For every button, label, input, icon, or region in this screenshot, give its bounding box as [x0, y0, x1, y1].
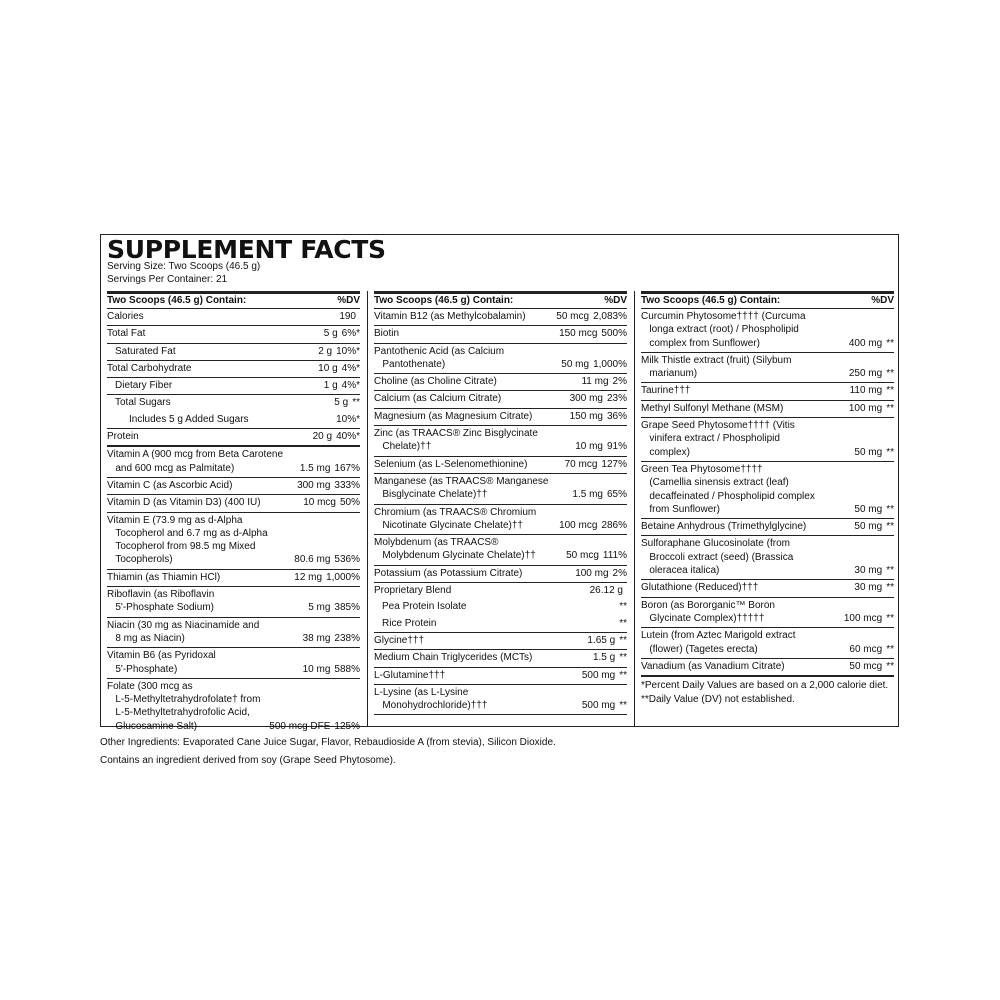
- nutrient-amount: 30 mg: [854, 582, 883, 594]
- nutrient-row: [641, 401, 894, 418]
- nutrient-name: Medium Chain Triglycerides (MCTs): [374, 652, 533, 664]
- nutrient-amount: 26.12 g: [589, 585, 623, 597]
- nutrient-amount: 5 g: [323, 328, 338, 340]
- nutrient-row: [641, 580, 894, 597]
- footnote-dv-not-established: **Daily Value (DV) not established.: [641, 694, 795, 706]
- nutrient-name: Vitamin B6 (as Pyridoxal 5'-Phosphate): [107, 650, 216, 675]
- nutrient-amount: 10 mg: [575, 441, 603, 453]
- nutrient-row: [107, 648, 360, 679]
- nutrient-amount: 1 g: [323, 380, 338, 392]
- nutrient-name: Taurine†††: [641, 385, 691, 397]
- nutrient-amount: 500 mg: [581, 700, 616, 712]
- nutrient-row: [374, 535, 627, 566]
- nutrient-name: Chromium (as TRAACS® Chromium Nicotinate Glycinate Chelate)††: [374, 506, 537, 531]
- nutrient-name: Curcumin Phytosome†††† (Curcuma longa extract (root) / Phospholipid complex from Sunflower): [641, 311, 806, 349]
- nutrient-row: [374, 668, 627, 685]
- nutrient-row: [374, 344, 627, 375]
- servings-per-container: Servings Per Container: 21: [107, 274, 228, 285]
- nutrient-amount: 10 mcg: [303, 497, 336, 509]
- nutrient-row: [374, 474, 627, 505]
- column-3: [641, 291, 894, 706]
- nutrient-amount: 12 mg: [294, 571, 323, 583]
- nutrient-row: [374, 505, 627, 536]
- nutrient-amount: 100 mg: [575, 567, 609, 579]
- nutrient-row: [107, 447, 360, 478]
- nutrient-name: Proprietary Blend: [374, 585, 452, 597]
- nutrient-dv: **: [352, 397, 360, 409]
- nutrient-dv: 91%: [606, 441, 627, 453]
- nutrient-name: Protein: [107, 431, 139, 443]
- nutrient-dv: **: [886, 446, 894, 458]
- column-2: [374, 291, 627, 715]
- nutrient-row: [107, 326, 360, 343]
- nutrient-row: [641, 598, 894, 629]
- nutrient-row: [374, 685, 627, 716]
- nutrient-dv: 127%: [601, 458, 627, 470]
- nutrient-row: [374, 566, 627, 583]
- nutrient-row: [107, 412, 360, 429]
- nutrient-row: [107, 395, 360, 411]
- nutrient-row: [374, 426, 627, 457]
- nutrient-amount: 400 mg: [848, 337, 883, 349]
- column-header: Two Scoops (46.5 g) Contain: %DV: [374, 291, 627, 309]
- nutrient-dv: 588%: [334, 663, 360, 675]
- nutrient-row: [107, 570, 360, 587]
- nutrient-name: Grape Seed Phytosome†††† (Vitis vinifera extract / Phospholipid complex): [641, 420, 795, 458]
- nutrient-row: [641, 659, 894, 677]
- nutrient-amount: 500 mcg DFE: [269, 720, 331, 732]
- nutrient-name: Saturated Fat: [115, 345, 176, 357]
- nutrient-dv: **: [886, 503, 894, 515]
- nutrient-dv: 40%*: [336, 431, 360, 443]
- nutrient-name: Choline (as Choline Citrate): [374, 376, 497, 388]
- nutrient-dv: 1,000%: [593, 358, 627, 370]
- nutrient-name: Rice Protein: [382, 617, 437, 629]
- nutrient-amount: 1.5 mg: [299, 462, 331, 474]
- nutrient-amount: 80.6 mg: [294, 554, 331, 566]
- nutrient-name: Riboflavin (as Riboflavin 5'-Phosphate Sodium): [107, 589, 215, 614]
- nutrient-amount: 150 mg: [569, 410, 603, 422]
- nutrient-dv: 536%: [334, 554, 360, 566]
- panel-title: SUPPLEMENT FACTS: [107, 235, 386, 264]
- nutrient-dv: **: [886, 643, 894, 655]
- nutrient-amount: 50 mg: [854, 521, 883, 533]
- soy-note: Contains an ingredient derived from soy (Grape Seed Phytosome).: [100, 755, 396, 766]
- column-header: Two Scoops (46.5 g) Contain: %DV: [641, 291, 894, 309]
- nutrient-dv: **: [886, 337, 894, 349]
- nutrient-name: Milk Thistle extract (fruit) (Silybum marianum): [641, 354, 792, 380]
- column-1: [107, 291, 360, 735]
- nutrient-amount: 100 mcg: [843, 612, 883, 624]
- nutrient-name: Dietary Fiber: [115, 380, 173, 392]
- nutrient-amount: 100 mcg: [559, 519, 598, 531]
- nutrient-name: Molybdenum (as TRAACS® Molybdenum Glycinate Chelate)††: [374, 537, 536, 562]
- nutrient-row: [374, 309, 627, 326]
- nutrient-dv: 10%*: [336, 413, 360, 425]
- nutrient-name: Total Fat: [107, 328, 146, 340]
- nutrient-dv: **: [886, 385, 894, 397]
- nutrient-amount: 30 mg: [854, 565, 883, 577]
- nutrient-amount: 50 mcg: [556, 311, 590, 322]
- nutrient-dv: 2,083%: [593, 311, 627, 322]
- nutrient-name: Vitamin D (as Vitamin D3) (400 IU): [107, 497, 261, 509]
- footnote-dv: *Percent Daily Values are based on a 2,000 calorie diet.: [641, 680, 889, 692]
- nutrient-row: [641, 383, 894, 400]
- nutrient-dv: 286%: [601, 519, 627, 531]
- nutrient-row: [107, 309, 360, 326]
- nutrient-row: [107, 478, 360, 495]
- nutrient-row: [641, 628, 894, 659]
- nutrient-dv: 65%: [606, 489, 627, 501]
- nutrient-dv: 36%: [606, 410, 627, 422]
- nutrient-row: [374, 633, 627, 650]
- nutrient-amount: 150 mcg: [559, 328, 598, 340]
- nutrient-row: [641, 353, 894, 384]
- nutrient-dv: **: [619, 652, 627, 664]
- nutrient-name: Zinc (as TRAACS® Zinc Bisglycinate Chelate)††: [374, 428, 538, 453]
- nutrient-amount: 5 mg: [308, 602, 331, 614]
- nutrient-amount: 5 g: [334, 397, 349, 409]
- nutrient-dv: 500%: [601, 328, 627, 340]
- nutrient-amount: 300 mg: [569, 393, 603, 405]
- nutrient-name: L-Lysine (as L-Lysine Monohydrochloride)†††: [374, 686, 488, 712]
- nutrient-row: [641, 519, 894, 536]
- nutrient-name: Folate (300 mcg as L-5-Methyltetrahydrofolate† from L-5-Methyltetrahydrofolic Acid, Glucosamine Salt): [107, 680, 261, 732]
- nutrient-row: [107, 513, 360, 570]
- nutrient-row: [374, 583, 627, 599]
- nutrient-name: Vitamin C (as Ascorbic Acid): [107, 479, 233, 491]
- nutrient-row: [374, 650, 627, 667]
- nutrient-name: Includes 5 g Added Sugars: [129, 413, 249, 425]
- nutrient-amount: 11 mg: [581, 376, 609, 388]
- column-divider: [634, 291, 635, 726]
- nutrient-name: Green Tea Phytosome†††† (Camellia sinensis extract (leaf) decaffeinated / Phospholipid complex from Sunflower): [641, 463, 815, 515]
- nutrient-dv: **: [619, 634, 627, 646]
- nutrient-amount: 1.5 mg: [572, 489, 603, 501]
- nutrient-amount: 1.65 g: [587, 634, 616, 646]
- nutrient-row: [107, 618, 360, 649]
- nutrient-dv: 167%: [334, 462, 360, 474]
- nutrient-name: Calories: [107, 311, 144, 322]
- nutrient-row: [374, 616, 627, 633]
- nutrient-dv: **: [619, 700, 627, 712]
- nutrient-row: [107, 344, 360, 361]
- nutrient-amount: 2 g: [318, 345, 333, 357]
- nutrient-amount: 1.5 g: [592, 652, 616, 664]
- nutrient-dv: **: [886, 582, 894, 594]
- nutrient-dv: 50%: [339, 497, 360, 509]
- nutrient-dv: 385%: [334, 602, 360, 614]
- nutrient-dv: 10%*: [336, 345, 360, 357]
- nutrient-amount: 110 mg: [849, 385, 883, 397]
- nutrient-dv: **: [886, 521, 894, 533]
- nutrient-name: Magnesium (as Magnesium Citrate): [374, 410, 533, 422]
- nutrient-dv: 6%*: [341, 328, 360, 340]
- nutrient-amount: 50 mcg: [566, 550, 599, 562]
- nutrient-amount: 190: [339, 311, 356, 322]
- nutrient-name: Betaine Anhydrous (Trimethylglycine): [641, 521, 807, 533]
- nutrient-name: Vitamin B12 (as Methylcobalamin): [374, 311, 526, 322]
- nutrient-name: Pantothenic Acid (as Calcium Pantothenate): [374, 345, 505, 370]
- nutrient-amount: 300 mg: [297, 479, 331, 491]
- nutrient-name: Methyl Sulfonyl Methane (MSM): [641, 402, 784, 414]
- nutrient-name: Potassium (as Potassium Citrate): [374, 567, 523, 579]
- nutrient-dv: 111%: [602, 550, 627, 562]
- serving-size: Serving Size: Two Scoops (46.5 g): [107, 261, 261, 272]
- nutrient-name: Total Sugars: [115, 397, 171, 409]
- nutrient-name: Pea Protein Isolate: [382, 601, 467, 613]
- nutrient-amount: 10 mg: [302, 663, 331, 675]
- nutrient-name: Total Carbohydrate: [107, 362, 192, 374]
- nutrient-amount: 50 mcg: [849, 660, 883, 672]
- nutrient-amount: 70 mcg: [564, 458, 598, 470]
- nutrient-dv: 333%: [334, 479, 360, 491]
- nutrient-row: [374, 457, 627, 474]
- nutrient-dv: 238%: [334, 632, 360, 644]
- nutrient-row: [107, 378, 360, 395]
- column-divider: [367, 291, 368, 726]
- nutrient-amount: 250 mg: [848, 368, 883, 380]
- nutrient-amount: 20 g: [312, 431, 333, 443]
- nutrient-dv: **: [619, 601, 627, 613]
- supplement-facts-panel: [100, 234, 899, 732]
- nutrient-dv: **: [886, 612, 894, 624]
- nutrient-dv: **: [886, 402, 894, 414]
- nutrient-row: [107, 679, 360, 735]
- nutrient-amount: 500 mg: [581, 669, 616, 681]
- nutrient-name: Glycine†††: [374, 634, 425, 646]
- nutrient-row: [641, 462, 894, 519]
- column-header: Two Scoops (46.5 g) Contain: %DV: [107, 291, 360, 309]
- nutrient-dv: 2%: [612, 567, 627, 579]
- nutrient-amount: 100 mg: [848, 402, 883, 414]
- nutrient-amount: 10 g: [318, 362, 338, 374]
- nutrient-amount: 50 mg: [854, 446, 883, 458]
- nutrient-amount: 50 mg: [561, 358, 590, 370]
- nutrient-amount: 38 mg: [302, 632, 331, 644]
- nutrient-dv: **: [886, 565, 894, 577]
- nutrient-dv: **: [886, 368, 894, 380]
- nutrient-amount: 60 mcg: [849, 643, 883, 655]
- nutrient-name: Manganese (as TRAACS® Manganese Bisglycinate Chelate)††: [374, 475, 549, 501]
- nutrient-row: [107, 429, 360, 447]
- nutrient-row: [107, 495, 360, 512]
- nutrient-dv: **: [619, 669, 627, 681]
- nutrient-name: Vitamin E (73.9 mg as d-Alpha Tocopherol and 6.7 mg as d-Alpha Tocopherol from 98.5 mg Mixed Tocopherols): [107, 514, 268, 566]
- nutrient-dv: 125%: [334, 720, 360, 732]
- nutrient-dv: 2%: [612, 376, 627, 388]
- nutrient-dv: **: [619, 617, 627, 629]
- nutrient-row: [374, 409, 627, 426]
- nutrient-dv: 4%*: [341, 362, 360, 374]
- nutrient-dv: 4%*: [341, 380, 360, 392]
- nutrient-name: Biotin: [374, 328, 400, 340]
- nutrient-name: Calcium (as Calcium Citrate): [374, 393, 502, 405]
- nutrient-row: [107, 587, 360, 618]
- nutrient-row: [374, 391, 627, 408]
- nutrient-name: Vanadium (as Vanadium Citrate): [641, 660, 785, 672]
- nutrient-dv: 1,000%: [326, 571, 360, 583]
- nutrient-name: Selenium (as L-Selenomethionine): [374, 458, 528, 470]
- nutrient-name: Sulforaphane Glucosinolate (from Broccoli extract (seed) (Brassica oleracea italica): [641, 538, 794, 577]
- nutrient-dv: 23%: [606, 393, 627, 405]
- other-ingredients: Other Ingredients: Evaporated Cane Juice Sugar, Flavor, Rebaudioside A (from stevia), Silicon Dioxide.: [100, 737, 556, 748]
- nutrient-name: Glutathione (Reduced)†††: [641, 582, 759, 594]
- nutrient-row: [641, 418, 894, 462]
- nutrient-row: [107, 361, 360, 378]
- nutrient-name: L-Glutamine†††: [374, 669, 446, 681]
- nutrient-name: Boron (as Bororganic™ Boron Glycinate Complex)†††††: [641, 599, 775, 624]
- nutrient-name: Lutein (from Aztec Marigold extract (flower) (Tagetes erecta): [641, 630, 796, 655]
- nutrient-row: [641, 536, 894, 580]
- nutrient-row: [374, 374, 627, 391]
- nutrient-row: [374, 599, 627, 615]
- nutrient-name: Niacin (30 mg as Niacinamide and 8 mg as Niacin): [107, 619, 260, 644]
- nutrient-name: Vitamin A (900 mcg from Beta Carotene and 600 mcg as Palmitate): [107, 449, 284, 474]
- nutrient-name: Thiamin (as Thiamin HCl): [107, 571, 221, 583]
- nutrient-amount: 50 mg: [854, 503, 883, 515]
- nutrient-row: [374, 326, 627, 343]
- nutrient-row: [641, 309, 894, 353]
- nutrient-dv: **: [886, 660, 894, 672]
